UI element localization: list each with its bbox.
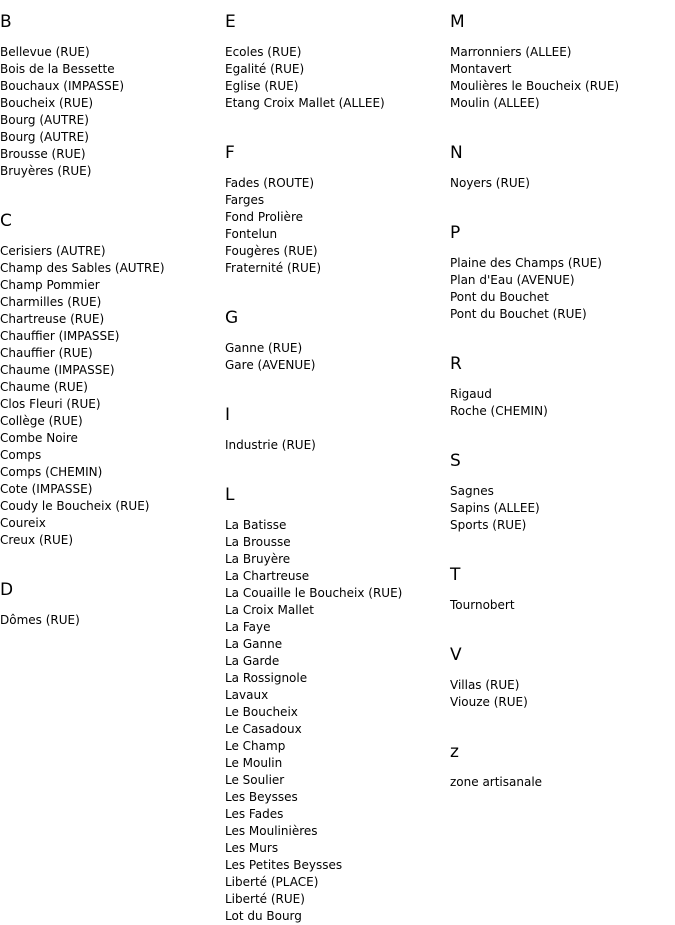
letter-group bbox=[225, 473, 450, 925]
street-name: Pont du Bouchet (RUE) bbox=[450, 307, 587, 321]
group-spacer bbox=[450, 534, 675, 553]
street-name: Le Moulin bbox=[225, 756, 283, 770]
letter-group bbox=[225, 296, 450, 374]
street-name: La Brousse bbox=[225, 535, 291, 549]
letter-group bbox=[450, 553, 675, 614]
street-name: Champ des Sables (AUTRE) bbox=[0, 261, 165, 275]
street-name: Pont du Bouchet bbox=[450, 290, 549, 304]
letter-group bbox=[0, 199, 225, 549]
letter-group bbox=[225, 393, 450, 454]
street-name: Charmilles (RUE) bbox=[0, 295, 102, 309]
street-name: Roche (CHEMIN) bbox=[450, 404, 548, 418]
letter-group bbox=[450, 730, 675, 791]
street-name: Le Champ bbox=[225, 739, 286, 753]
street-name: Marronniers (ALLEE) bbox=[450, 45, 572, 59]
street-name: Viouze (RUE) bbox=[450, 695, 528, 709]
group-spacer bbox=[450, 614, 675, 633]
street-list bbox=[450, 597, 675, 614]
group-spacer bbox=[225, 112, 450, 131]
letter-heading: R bbox=[450, 354, 462, 374]
street-name: zone artisanale bbox=[450, 775, 543, 789]
group-spacer bbox=[0, 549, 225, 568]
street-name: Liberté (RUE) bbox=[225, 892, 305, 906]
letter-group bbox=[225, 0, 450, 112]
street-name: Noyers (RUE) bbox=[450, 176, 530, 190]
street-name: Brousse (RUE) bbox=[0, 147, 86, 161]
street-name: Fond Prolière bbox=[225, 210, 303, 224]
street-column-2 bbox=[225, 0, 450, 925]
street-list bbox=[0, 243, 225, 549]
letter-heading: z bbox=[450, 742, 459, 762]
group-spacer bbox=[225, 374, 450, 393]
street-list bbox=[225, 437, 450, 454]
street-name: La Ganne bbox=[225, 637, 283, 651]
letter-group bbox=[450, 211, 675, 323]
street-name: Ganne (RUE) bbox=[225, 341, 303, 355]
street-list bbox=[225, 517, 450, 925]
street-name: Moulin (ALLEE) bbox=[450, 96, 540, 110]
street-list bbox=[0, 612, 225, 629]
street-name: Cote (IMPASSE) bbox=[0, 482, 93, 496]
street-name: Sagnes bbox=[450, 484, 494, 498]
street-list bbox=[450, 386, 675, 420]
street-name: Le Casadoux bbox=[225, 722, 302, 736]
street-list bbox=[450, 677, 675, 711]
street-name: La Rossignole bbox=[225, 671, 308, 685]
street-name: La Couaille le Boucheix (RUE) bbox=[225, 586, 403, 600]
street-column-1 bbox=[0, 0, 225, 629]
street-name: Montavert bbox=[450, 62, 512, 76]
street-name: Liberté (PLACE) bbox=[225, 875, 319, 889]
street-name: Fontelun bbox=[225, 227, 278, 241]
street-name: Comps (CHEMIN) bbox=[0, 465, 103, 479]
street-name: Plan d'Eau (AVENUE) bbox=[450, 273, 575, 287]
group-spacer bbox=[225, 277, 450, 296]
street-name: Comps bbox=[0, 448, 42, 462]
street-name: Bois de la Bessette bbox=[0, 62, 115, 76]
street-list bbox=[450, 774, 675, 791]
street-name: Villas (RUE) bbox=[450, 678, 520, 692]
letter-group bbox=[0, 568, 225, 629]
street-name: La Bruyère bbox=[225, 552, 291, 566]
letter-heading: G bbox=[225, 308, 239, 328]
street-name: Bruyères (RUE) bbox=[0, 164, 92, 178]
street-name: Etang Croix Mallet (ALLEE) bbox=[225, 96, 385, 110]
street-name: Bourg (AUTRE) bbox=[0, 130, 89, 144]
street-name: Le Soulier bbox=[225, 773, 285, 787]
group-spacer bbox=[0, 180, 225, 199]
street-name: Industrie (RUE) bbox=[225, 438, 316, 452]
street-name: Tournobert bbox=[450, 598, 515, 612]
letter-heading: N bbox=[450, 143, 463, 163]
street-name: Chaume (IMPASSE) bbox=[0, 363, 115, 377]
street-name: Les Beysses bbox=[225, 790, 298, 804]
street-name: Sapins (ALLEE) bbox=[450, 501, 540, 515]
street-name: Chartreuse (RUE) bbox=[0, 312, 105, 326]
street-name: Les Fades bbox=[225, 807, 284, 821]
street-list bbox=[450, 175, 675, 192]
street-name: Coureix bbox=[0, 516, 46, 530]
letter-heading: V bbox=[450, 645, 462, 665]
street-name: Bellevue (RUE) bbox=[0, 45, 90, 59]
street-name: Ecoles (RUE) bbox=[225, 45, 302, 59]
letter-group bbox=[450, 0, 675, 112]
street-name: Bourg (AUTRE) bbox=[0, 113, 89, 127]
letter-heading: S bbox=[450, 451, 461, 471]
street-name: Eglise (RUE) bbox=[225, 79, 299, 93]
street-name: La Garde bbox=[225, 654, 280, 668]
street-name: Creux (RUE) bbox=[0, 533, 74, 547]
street-list bbox=[450, 483, 675, 534]
street-list bbox=[225, 340, 450, 374]
letter-group bbox=[225, 131, 450, 277]
group-spacer bbox=[450, 711, 675, 730]
letter-heading: I bbox=[225, 405, 231, 425]
street-name: Rigaud bbox=[450, 387, 492, 401]
street-name: Les Moulinières bbox=[225, 824, 318, 838]
street-name: Dômes (RUE) bbox=[0, 613, 80, 627]
letter-group bbox=[450, 131, 675, 192]
letter-heading: C bbox=[0, 211, 12, 231]
street-name: La Chartreuse bbox=[225, 569, 310, 583]
street-name: La Batisse bbox=[225, 518, 287, 532]
letter-heading: L bbox=[225, 485, 235, 505]
street-name: Plaine des Champs (RUE) bbox=[450, 256, 602, 270]
street-name: Bouchaux (IMPASSE) bbox=[0, 79, 125, 93]
street-name: Clos Fleuri (RUE) bbox=[0, 397, 101, 411]
letter-heading: F bbox=[225, 143, 235, 163]
street-name: Fades (ROUTE) bbox=[225, 176, 315, 190]
street-name: Fougères (RUE) bbox=[225, 244, 318, 258]
letter-heading: D bbox=[0, 580, 14, 600]
group-spacer bbox=[450, 192, 675, 211]
street-name: Gare (AVENUE) bbox=[225, 358, 316, 372]
street-name: Le Boucheix bbox=[225, 705, 298, 719]
letter-heading: M bbox=[450, 12, 465, 32]
street-list bbox=[450, 255, 675, 323]
street-name: Lavaux bbox=[225, 688, 269, 702]
group-spacer bbox=[450, 112, 675, 131]
street-name: Chauffier (IMPASSE) bbox=[0, 329, 120, 343]
street-name: Collège (RUE) bbox=[0, 414, 83, 428]
street-list bbox=[0, 44, 225, 180]
street-name: Farges bbox=[225, 193, 265, 207]
street-name: Les Petites Beysses bbox=[225, 858, 343, 872]
group-spacer bbox=[225, 454, 450, 473]
street-name: Cerisiers (AUTRE) bbox=[0, 244, 106, 258]
street-name: La Faye bbox=[225, 620, 271, 634]
street-name: Moulières le Boucheix (RUE) bbox=[450, 79, 620, 93]
street-name: Les Murs bbox=[225, 841, 279, 855]
street-name: Chaume (RUE) bbox=[0, 380, 88, 394]
street-name: Coudy le Boucheix (RUE) bbox=[0, 499, 150, 513]
street-name: La Croix Mallet bbox=[225, 603, 314, 617]
street-name: Combe Noire bbox=[0, 431, 78, 445]
street-column-3 bbox=[450, 0, 675, 791]
letter-group bbox=[0, 0, 225, 180]
letter-group bbox=[450, 633, 675, 711]
street-list bbox=[450, 44, 675, 112]
letter-heading: B bbox=[0, 12, 12, 32]
letter-group bbox=[450, 439, 675, 534]
street-name: Boucheix (RUE) bbox=[0, 96, 94, 110]
street-name: Lot du Bourg bbox=[225, 909, 302, 923]
letter-heading: E bbox=[225, 12, 236, 32]
group-spacer bbox=[450, 420, 675, 439]
street-name: Chauffier (RUE) bbox=[0, 346, 93, 360]
street-list bbox=[225, 175, 450, 277]
street-name: Champ Pommier bbox=[0, 278, 100, 292]
street-list bbox=[225, 44, 450, 112]
street-name: Sports (RUE) bbox=[450, 518, 527, 532]
group-spacer bbox=[450, 323, 675, 342]
letter-group bbox=[450, 342, 675, 420]
street-name: Fraternité (RUE) bbox=[225, 261, 322, 275]
letter-heading: P bbox=[450, 223, 461, 243]
street-name: Egalité (RUE) bbox=[225, 62, 305, 76]
letter-heading: T bbox=[450, 565, 461, 585]
